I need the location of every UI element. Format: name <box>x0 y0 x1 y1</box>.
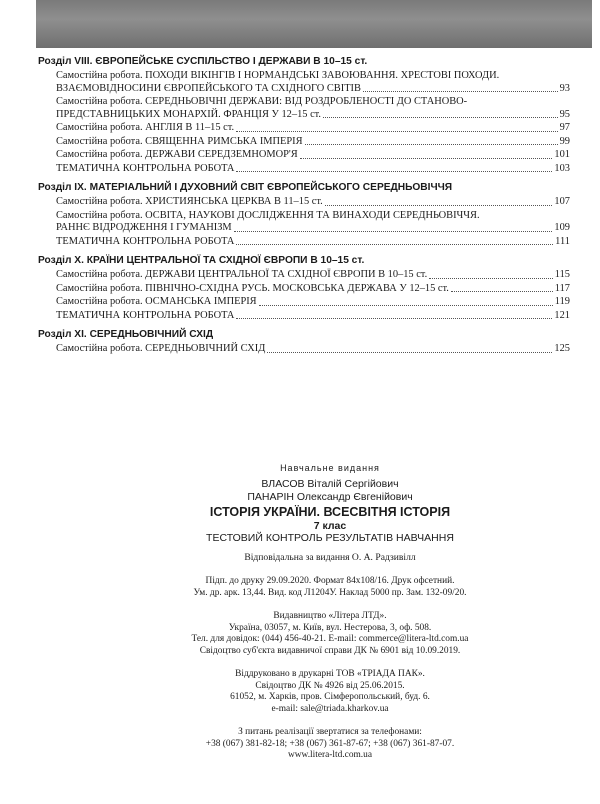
printer-line: 61052, м. Харків, пров. Сімферопольський, буд. 6. <box>230 692 430 702</box>
publisher-info <box>120 611 540 657</box>
toc-entry <box>38 283 570 296</box>
page-number: 125 <box>554 343 570 354</box>
toc-entry <box>38 296 570 309</box>
page-number: 121 <box>554 309 570 321</box>
toc-entry-text: Самостійна робота. АНГЛІЯ В 11–15 ст. <box>56 122 235 133</box>
page-number: 103 <box>554 162 570 174</box>
leader-dots <box>234 231 553 232</box>
author-name: ВЛАСОВ Віталій Сергійович <box>261 478 399 490</box>
print-info-line: Ум. др. арк. 13,44. Вид. код Л1204У. Наклад 5000 пр. Зам. 132-09/20. <box>193 587 467 598</box>
page-number: 99 <box>559 135 570 147</box>
leader-dots <box>451 291 553 292</box>
publisher-line: Тел. для довідок: (044) 456-40-21. E-mail: commerce@litera-ltd.com.ua <box>191 634 469 644</box>
section-title: Розділ X. КРАЇНИ ЦЕНТРАЛЬНОЇ ТА СХІДНОЇ ЄВРОПИ В 10–15 ст. <box>38 255 365 266</box>
toc-section <box>38 328 570 356</box>
toc-entry <box>38 269 570 282</box>
leader-dots <box>323 117 558 118</box>
leader-dots <box>259 305 553 306</box>
contacts-info <box>120 727 540 762</box>
leader-dots <box>429 278 553 279</box>
leader-dots <box>236 318 552 319</box>
table-of-contents <box>38 55 570 362</box>
leader-dots <box>236 171 552 172</box>
edition-label: Навчальне видання <box>280 463 380 473</box>
leader-dots <box>300 158 553 159</box>
book-title: ІСТОРІЯ УКРАЇНИ. ВСЕСВІТНЯ ІСТОРІЯ <box>209 505 451 519</box>
page-number: 101 <box>554 149 570 160</box>
toc-entry <box>38 343 570 356</box>
header-image-band <box>36 0 592 48</box>
responsible-editor: Відповідальна за видання О. А. Радзивілл <box>244 552 416 563</box>
toc-entry-2line <box>38 210 570 235</box>
toc-entry-text: Самостійна робота. ДЕРЖАВИ ЦЕНТРАЛЬНОЇ ТА СХІДНОЇ ЄВРОПИ В 10–15 ст. <box>56 269 428 280</box>
printer-line: Свідоцтво ДК № 4926 від 25.06.2015. <box>255 680 405 691</box>
leader-dots <box>236 244 553 245</box>
toc-entry-text: Самостійна робота. ОСВІТА, НАУКОВІ ДОСЛІДЖЕННЯ ТА ВИНАХОДИ СЕРЕДНЬОВІЧЧЯ. <box>56 209 480 221</box>
toc-section <box>38 181 570 248</box>
toc-section <box>38 55 570 175</box>
toc-entry <box>38 122 570 135</box>
section-title: Розділ VIII. ЄВРОПЕЙСЬКЕ СУСПІЛЬСТВО І ДЕРЖАВИ В 10–15 ст. <box>38 56 368 67</box>
toc-entry-text: Самостійна робота. ОСМАНСЬКА ІМПЕРІЯ <box>56 296 257 307</box>
toc-entry-text: Самостійна робота. ХРИСТИЯНСЬКА ЦЕРКВА В 11–15 ст. <box>56 196 323 207</box>
toc-entry <box>38 236 570 249</box>
page-number: 109 <box>554 222 570 233</box>
toc-entry-text-cont: ВЗАЄМОВІДНОСИНИ ЄВРОПЕЙСЬКОГО ТА СХІДНОГО СВІТІВ <box>56 82 361 94</box>
imprint-block <box>120 462 540 762</box>
page-number: 115 <box>554 269 570 280</box>
print-info <box>120 576 540 599</box>
page-number: 119 <box>554 296 570 307</box>
toc-entry <box>38 310 570 323</box>
contacts-line: З питань реалізації звертатися за телефонами: <box>238 727 422 737</box>
book-grade: 7 клас <box>313 520 347 532</box>
toc-entry <box>38 136 570 149</box>
toc-entry-text-cont: ПРЕДСТАВНИЦЬКИХ МОНАРХІЙ. ФРАНЦІЯ У 12–15 ст. <box>56 108 322 120</box>
toc-entry <box>38 163 570 176</box>
page-number: 97 <box>559 122 570 133</box>
toc-entry-text: Самостійна робота. ПІВНІЧНО-СХІДНА РУСЬ. МОСКОВСЬКА ДЕРЖАВА У 12–15 ст. <box>56 282 449 294</box>
printer-info <box>120 669 540 715</box>
toc-entry-text: Самостійна робота. СВЯЩЕННА РИМСЬКА ІМПЕРІЯ <box>56 135 303 147</box>
page-number: 95 <box>559 108 570 120</box>
toc-entry-2line <box>38 70 570 95</box>
toc-entry <box>38 196 570 209</box>
book-subtitle: ТЕСТОВИЙ КОНТРОЛЬ РЕЗУЛЬТАТІВ НАВЧАННЯ <box>206 532 454 544</box>
leader-dots <box>267 352 552 353</box>
printer-line: Віддруковано в друкарні ТОВ «ТРІАДА ПАК». <box>235 669 425 679</box>
contacts-line: +38 (067) 381-82-18; +38 (067) 361-87-67; +38 (067) 361-87-07. <box>205 738 455 749</box>
toc-entry-text: ТЕМАТИЧНА КОНТРОЛЬНА РОБОТА <box>56 309 235 321</box>
toc-section <box>38 254 570 322</box>
toc-entry-text: ТЕМАТИЧНА КОНТРОЛЬНА РОБОТА <box>56 235 235 247</box>
toc-entry-text: Самостійна робота. СЕРЕДНЬОВІЧНИЙ СХІД <box>56 343 266 354</box>
toc-entry-text: Самостійна робота. ПОХОДИ ВІКІНГІВ І НОРМАНДСЬКІ ЗАВОЮВАННЯ. ХРЕСТОВІ ПОХОДИ. <box>56 70 500 81</box>
website-link: www.litera-ltd.com.ua <box>288 750 372 760</box>
toc-entry <box>38 149 570 162</box>
toc-entry-text: Самостійна робота. ДЕРЖАВИ СЕРЕДЗЕМНОМОР'Я <box>56 149 298 160</box>
toc-entry-text: ТЕМАТИЧНА КОНТРОЛЬНА РОБОТА <box>56 162 235 174</box>
page-number: 107 <box>554 196 570 207</box>
page-number: 117 <box>554 282 570 294</box>
leader-dots <box>363 91 558 92</box>
publisher-line: Україна, 03057, м. Київ, вул. Нестерова, 3, оф. 508. <box>228 622 432 633</box>
publisher-line: Видавництво «Літера ЛТД». <box>273 611 387 621</box>
toc-entry-text: Самостійна робота. СЕРЕДНЬОВІЧНІ ДЕРЖАВИ: ВІД РОЗДРОБЛЕНОСТІ ДО СТАНОВО- <box>56 96 468 107</box>
section-title: Розділ XI. СЕРЕДНЬОВІЧНИЙ СХІД <box>38 329 214 340</box>
print-info-line: Підп. до друку 29.09.2020. Формат 84x108/16. Друк офсетний. <box>205 576 455 586</box>
leader-dots <box>325 205 553 206</box>
author-name: ПАНАРІН Олександр Євгенійович <box>247 490 413 503</box>
section-title: Розділ IX. МАТЕРІАЛЬНИЙ І ДУХОВНИЙ СВІТ ЄВРОПЕЙСЬКОГО СЕРЕДНЬОВІЧЧЯ <box>38 182 453 193</box>
toc-entry-2line <box>38 96 570 121</box>
printer-line: e-mail: sale@triada.kharkov.ua <box>271 703 389 714</box>
publisher-line: Свідоцтво суб'єкта видавничої справи ДК № 6901 від 10.09.2019. <box>199 645 461 656</box>
leader-dots <box>305 144 558 145</box>
toc-entry-text-cont: РАННЄ ВІДРОДЖЕННЯ І ГУМАНІЗМ <box>56 222 232 233</box>
page-number: 111 <box>555 235 570 247</box>
leader-dots <box>236 131 558 132</box>
page-number: 93 <box>559 82 570 94</box>
